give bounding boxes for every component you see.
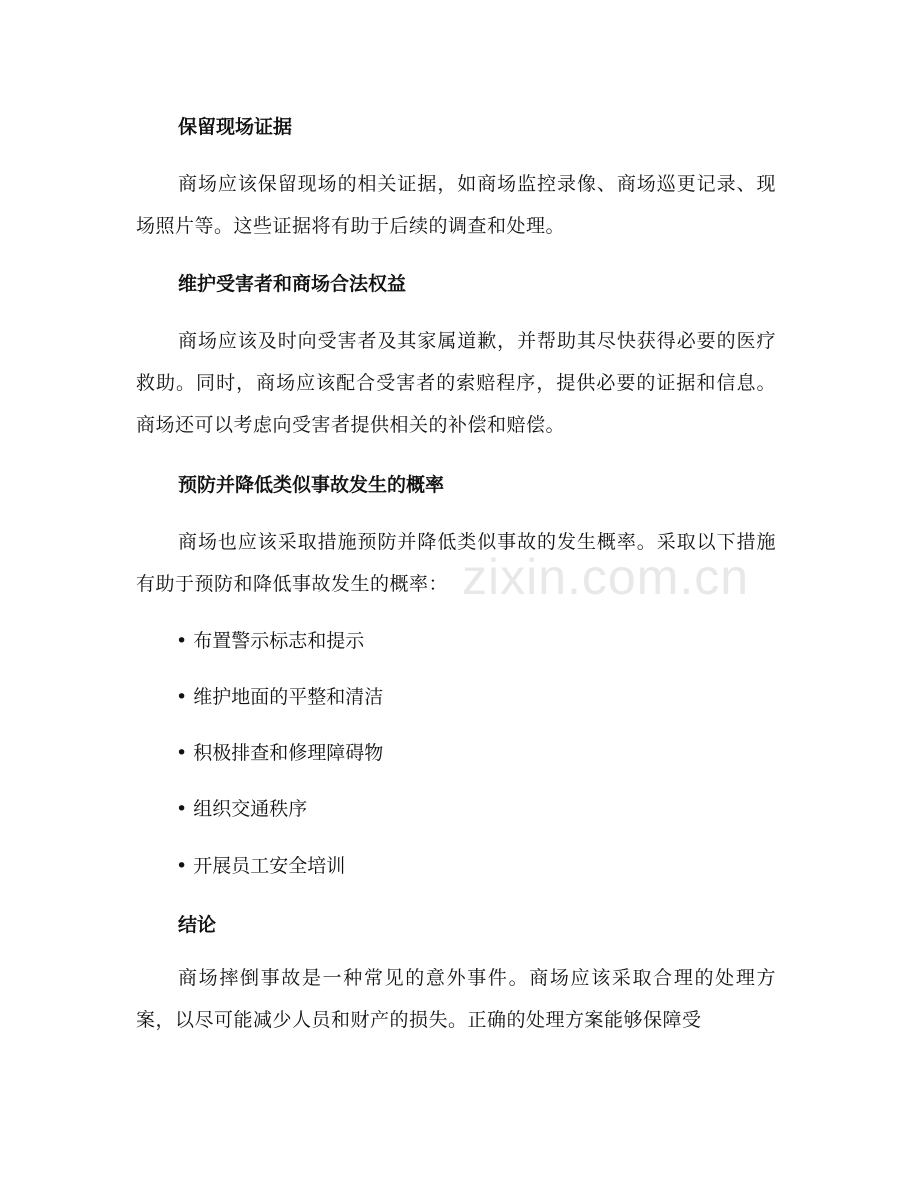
list-item-text: 布置警示标志和提示: [193, 630, 365, 652]
conclusion-paragraph: 商场摔倒事故是一种常见的意外事件。商场应该采取合理的处理方案，以尽可能减少人员和财产的损失。正确的处理方案能够保障受: [136, 967, 776, 1031]
list-item-text: 维护地面的平整和清洁: [193, 686, 384, 708]
section-paragraph-rights: 商场应该及时向受害者及其家属道歉，并帮助其尽快获得必要的医疗救助。同时，商场应该配合受害者的索赔程序，提供必要的证据和信息。商场还可以考虑向受害者提供相关的补偿和赔偿。: [136, 330, 776, 436]
section-heading-prevention: 预防并降低类似事故发生的概率: [178, 474, 445, 496]
list-item: [176, 739, 383, 767]
watermark: zixin.com.cn: [462, 549, 750, 605]
bullet-dot: •: [176, 686, 188, 708]
list-item: [176, 795, 307, 823]
section-heading-evidence: 保留现场证据: [178, 116, 293, 138]
bullet-dot: •: [176, 742, 188, 764]
list-item: [176, 683, 383, 711]
list-item: [176, 627, 364, 655]
bullet-dot: •: [176, 855, 188, 877]
list-item-text: 开展员工安全培训: [193, 855, 346, 877]
bullet-dot: •: [176, 798, 188, 820]
section-paragraph-evidence: 商场应该保留现场的相关证据，如商场监控录像、商场巡更记录、现场照片等。这些证据将有助于后续的调查和处理。: [136, 173, 776, 237]
list-item-text: 积极排查和修理障碍物: [193, 742, 384, 764]
section-heading-rights: 维护受害者和商场合法权益: [178, 273, 407, 295]
bullet-dot: •: [176, 630, 188, 652]
list-item: [176, 852, 345, 880]
section-paragraph-prevention: 商场也应该采取措施预防并降低类似事故的发生概率。采取以下措施有助于预防和降低事故发生的概率：: [136, 531, 776, 595]
conclusion-heading: 结论: [178, 914, 217, 936]
list-item-text: 组织交通秩序: [193, 798, 308, 820]
